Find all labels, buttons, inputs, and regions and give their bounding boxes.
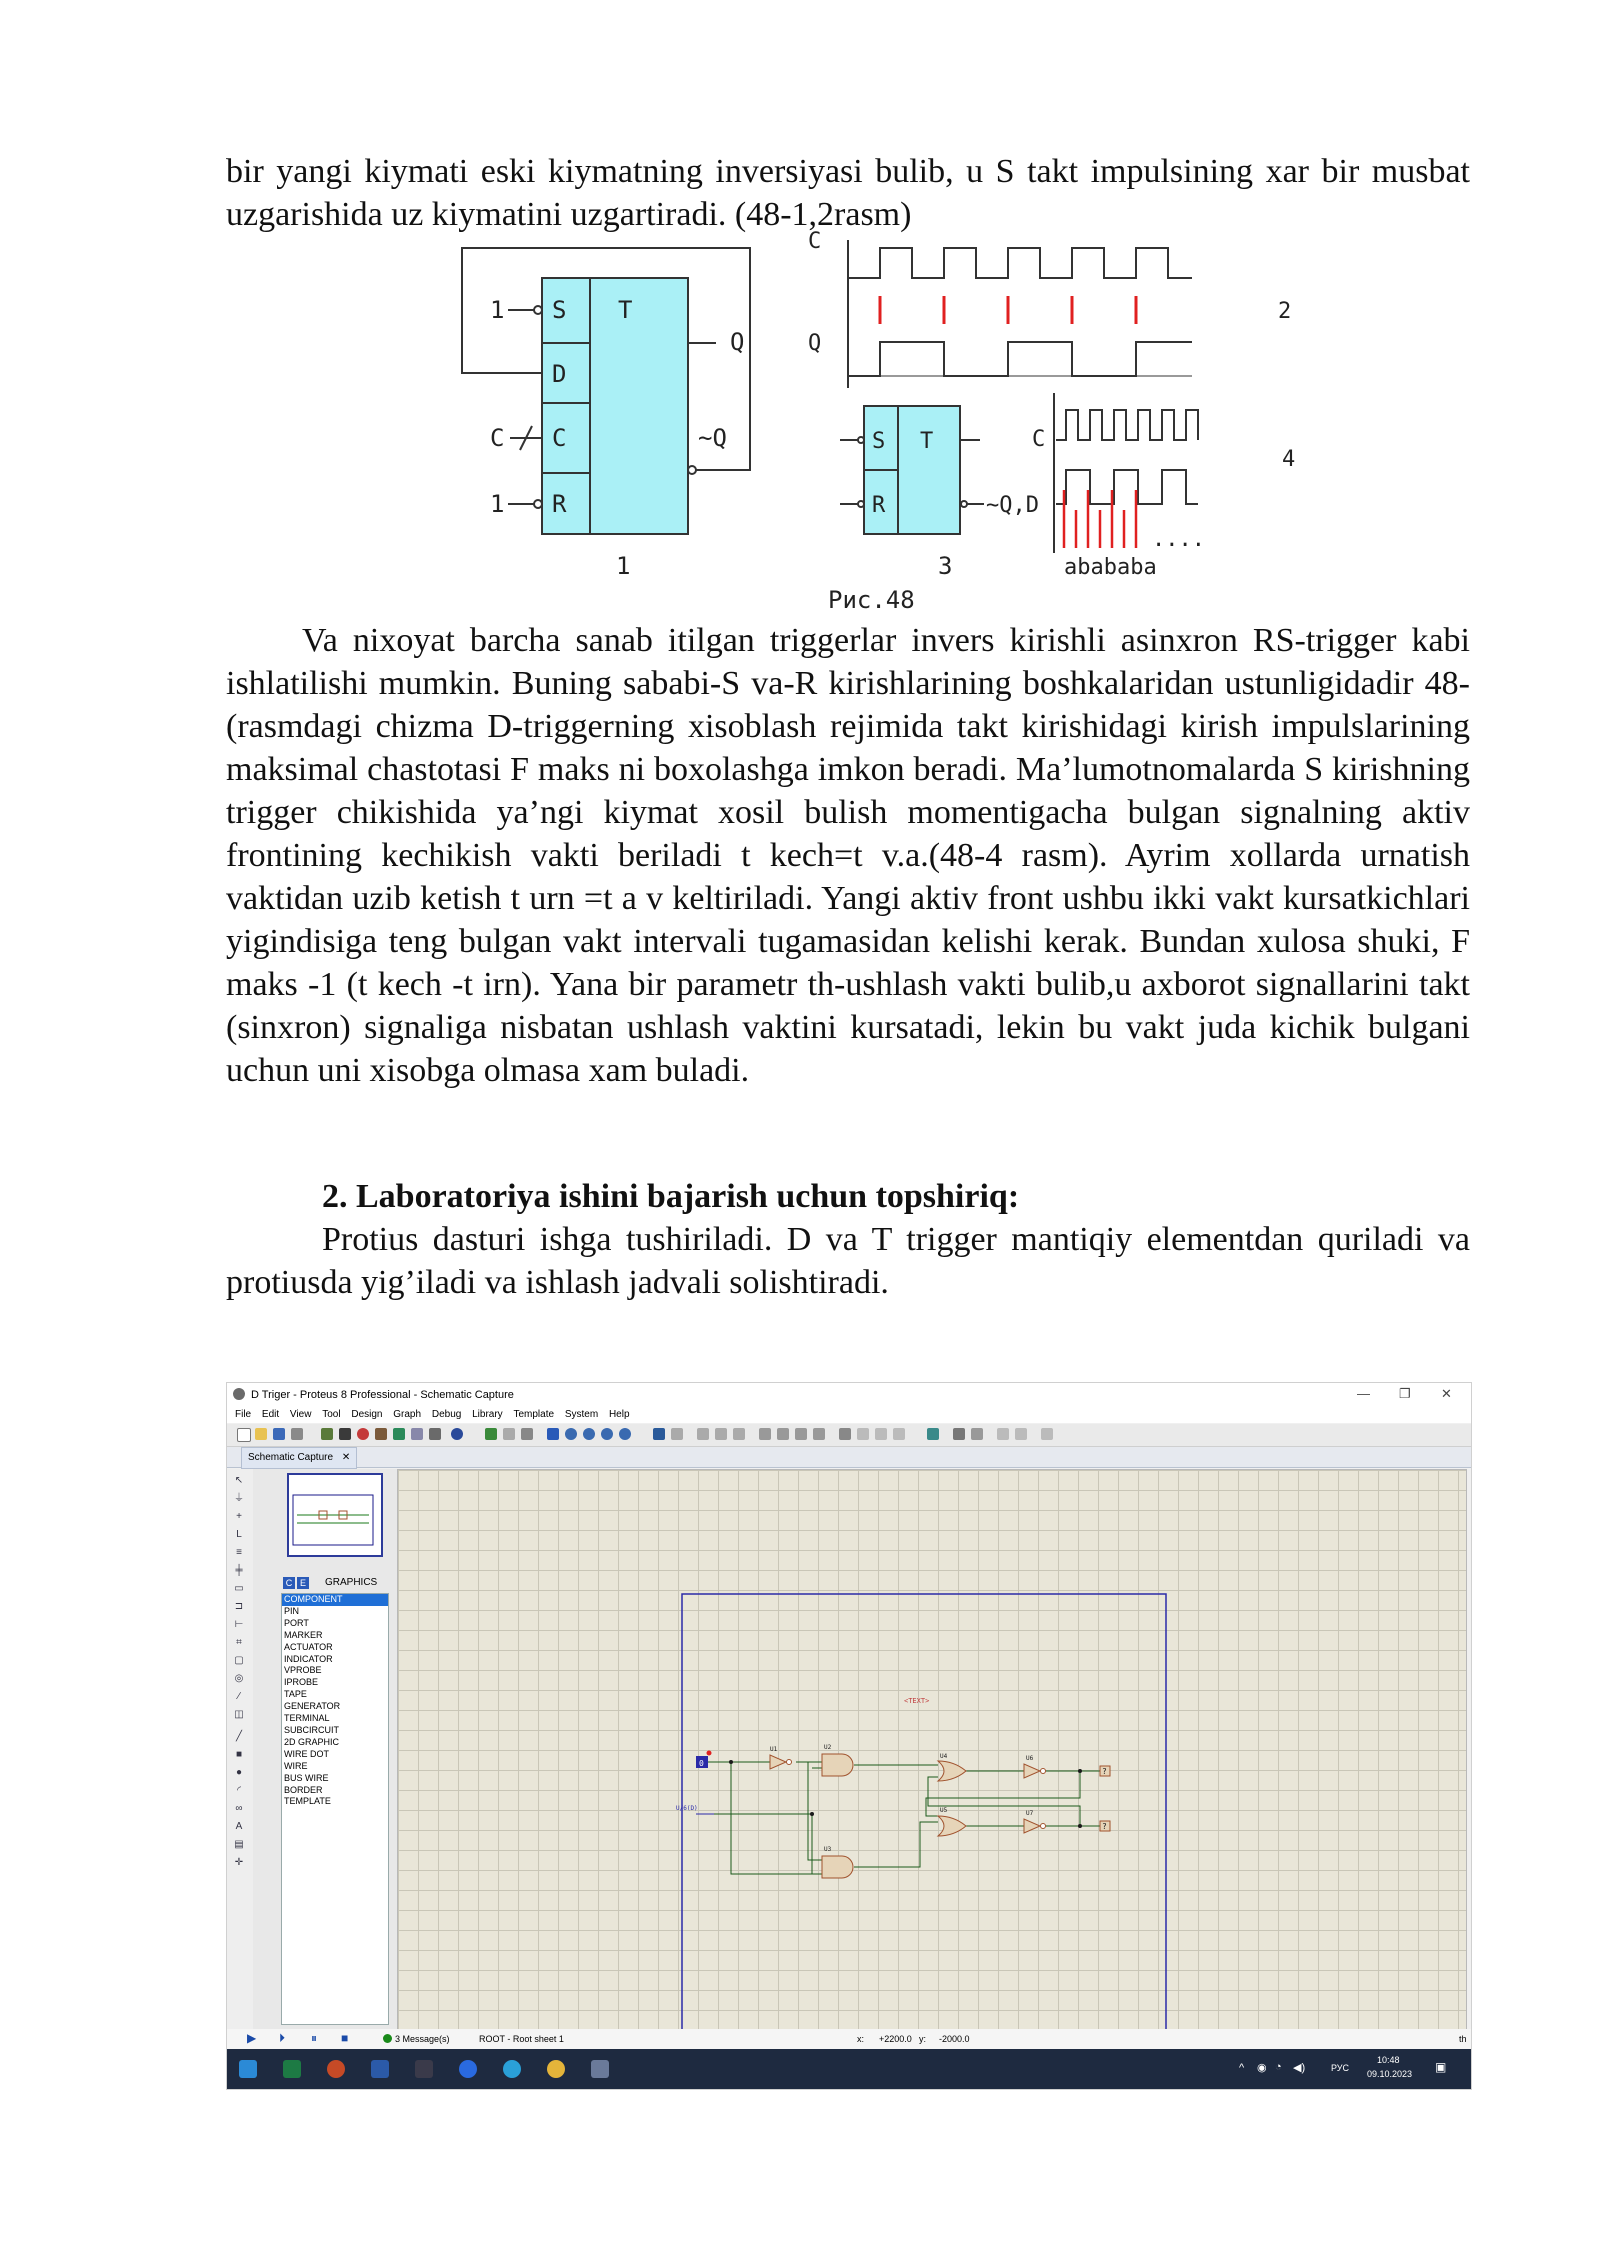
refresh-icon[interactable] <box>485 1428 497 1440</box>
app-icon <box>233 1388 245 1400</box>
marker-icon[interactable]: ✛ <box>234 1857 244 1868</box>
pcb-icon[interactable] <box>393 1428 405 1440</box>
path-icon[interactable]: ∞ <box>235 1803 243 1814</box>
instrument-icon[interactable]: ◫ <box>234 1709 244 1720</box>
terminal-icon[interactable]: ⊐ <box>234 1601 244 1612</box>
list-item[interactable]: 2D GRAPHIC <box>284 1736 340 1747</box>
diagram-1 <box>462 248 750 580</box>
pin-s-label: S <box>552 296 567 324</box>
menu-template[interactable]: Template <box>513 1409 555 1420</box>
list-item[interactable]: BORDER <box>284 1784 323 1795</box>
paragraph-main: Va nixoyat barcha sanab itilgan triggerlar invers kirishli asinxron RS-trigger kabi ishlatilishi mumkin. Buning sababi-S va-R kirishlarining boshkalaridan ustunligidadir 48-(rasmdagi chizma D-triggerning xisoblash rejimida takt kirishidagi kirish impulslarining maksimal chastotasi F maks ni boxolashga imkon beradi. Ma’lumotnomalarda S kirishning trigger chikishida ya’ngi kiymat xosil bulish momentigacha bulgan signalning aktiv frontining kechikish vakti beriladi t kech=t v.a.(48-4 rasm). Ayrim xollarda urnatish vaktidan uzib ketish t urn =t a v keltiriladi. Yangi aktiv front ushbu ikki vakt kursatkichlari yigindisiga teng bulgan vakt intervali tugamasidan kelishi kerak. Bundan xulosa shuki, F maks -1 (t kech -t irn). Yana bir parametr th-ushlash vakti bulib,u axborot signallarini takt (sinxron) signaliga nisbatan ushlash vaktini kursatadi, lekin bu vakt juda kichik bulgani uchun uni xisobga olmasa xam buladi. <box>226 622 1470 1089</box>
line-icon[interactable]: ╱ <box>235 1731 243 1742</box>
restore-icon[interactable]: ❐ <box>1399 1386 1411 1401</box>
step-icon[interactable]: ⏵ <box>279 2031 286 2045</box>
list-item[interactable]: ACTUATOR <box>284 1641 333 1652</box>
list-item[interactable]: WIRE DOT <box>284 1748 329 1759</box>
help-icon[interactable] <box>451 1428 463 1440</box>
logic-state-value: 0 <box>699 1759 704 1768</box>
search-tag-icon[interactable] <box>953 1428 965 1440</box>
copy-icon[interactable] <box>715 1428 727 1440</box>
panel-title: GRAPHICS <box>325 1577 378 1588</box>
messages-count[interactable]: 3 Message(s) <box>395 2034 450 2044</box>
figure-num-3: 3 <box>938 552 953 580</box>
tab-schematic-capture[interactable] <box>241 1447 357 1469</box>
label-u4: U4 <box>940 1753 948 1760</box>
make-device-icon[interactable] <box>857 1428 869 1440</box>
tray-volume-icon[interactable]: ◀) <box>1293 2062 1306 2074</box>
tray-network-icon[interactable]: ◉ <box>1257 2062 1267 2074</box>
list-item[interactable]: COMPONENT <box>282 1594 388 1606</box>
input-c-label: C <box>490 424 505 452</box>
figure-num-2: 2 <box>1278 299 1292 324</box>
units: th <box>1459 2034 1467 2044</box>
list-item[interactable]: GENERATOR <box>284 1701 341 1712</box>
coord-y-label: y: <box>919 2034 927 2044</box>
play-icon[interactable]: ▶ <box>247 2031 257 2045</box>
menu-library[interactable]: Library <box>472 1409 503 1420</box>
stop-icon[interactable]: ■ <box>341 2031 349 2045</box>
input-r-value: 1 <box>490 490 505 518</box>
subcircuit-icon[interactable]: ▭ <box>234 1583 244 1594</box>
label-u1: U1 <box>770 1746 778 1753</box>
list-item[interactable]: MARKER <box>284 1629 323 1640</box>
source-icon[interactable] <box>429 1428 441 1440</box>
status-bar <box>227 2029 1471 2049</box>
excel-icon[interactable] <box>283 2060 301 2078</box>
tray-language[interactable]: РУС <box>1331 2063 1350 2073</box>
list-item[interactable]: SUBCIRCUIT <box>284 1724 340 1735</box>
bom-icon[interactable] <box>411 1428 423 1440</box>
block-copy-icon[interactable] <box>759 1428 771 1440</box>
record-icon[interactable] <box>357 1428 369 1440</box>
list-item[interactable]: VPROBE <box>284 1665 322 1676</box>
menu-help[interactable]: Help <box>608 1409 630 1420</box>
list-item[interactable]: BUS WIRE <box>284 1772 329 1783</box>
bus-icon[interactable]: ╪ <box>235 1565 243 1576</box>
telegram-icon[interactable] <box>503 2060 521 2078</box>
list-item[interactable]: PIN <box>284 1605 300 1616</box>
rs-pin-s-label: S <box>872 429 886 454</box>
menu-design[interactable]: Design <box>351 1409 383 1420</box>
tray-chevron-icon[interactable]: ^ <box>1239 2062 1245 2074</box>
pause-icon[interactable]: ⏸ <box>311 2031 318 2045</box>
minimize-icon[interactable]: — <box>1357 1386 1370 1401</box>
label-u2: U2 <box>824 1744 832 1751</box>
figure-caption: Рис.48 <box>828 586 915 614</box>
tray-time[interactable]: 10:48 <box>1377 2055 1400 2065</box>
junction-dot-icon[interactable]: + <box>236 1511 242 1522</box>
decompose-icon[interactable] <box>893 1428 905 1440</box>
wave4-c-label: C <box>1032 427 1046 452</box>
output-q-label: Q <box>730 328 745 356</box>
pan-icon[interactable] <box>547 1428 559 1440</box>
gate-u2 <box>822 1754 853 1776</box>
pin-c-label: C <box>552 424 567 452</box>
pick-device-icon[interactable] <box>839 1428 851 1440</box>
circle-icon[interactable]: ● <box>235 1767 243 1778</box>
tray-date[interactable]: 09.10.2023 <box>1367 2069 1413 2079</box>
menu-system[interactable]: System <box>564 1409 599 1420</box>
start-icon[interactable] <box>239 2060 257 2078</box>
gate-u4 <box>938 1761 966 1781</box>
remove-sheet-icon[interactable] <box>1015 1428 1027 1440</box>
menu-view[interactable]: View <box>289 1409 312 1420</box>
trigger-t-label: T <box>618 296 633 324</box>
probe-nq-value: ? <box>1102 1822 1107 1831</box>
window-title: D Triger - Proteus 8 Professional - Schematic Capture <box>251 1389 514 1401</box>
sheet-border <box>682 1594 1166 2030</box>
label-u7: U7 <box>1026 1810 1034 1817</box>
text-note: <TEXT> <box>904 1697 930 1705</box>
grid-icon[interactable] <box>503 1428 515 1440</box>
block-rotate-icon[interactable] <box>795 1428 807 1440</box>
gate-u6 <box>1024 1764 1046 1778</box>
cut-icon[interactable] <box>697 1428 709 1440</box>
rs-trigger-block-right <box>898 406 960 534</box>
menu-file[interactable]: File <box>235 1409 252 1420</box>
section-heading: 2. Laboratoriya ishini bajarish uchun topshiriq: <box>322 1178 1020 1215</box>
menu-bar <box>227 1407 1471 1423</box>
side-panel <box>253 1469 415 2029</box>
overview-window[interactable] <box>287 1473 383 1557</box>
component-mode-button[interactable]: C <box>283 1577 295 1589</box>
zoom-out-icon[interactable] <box>583 1428 595 1440</box>
figure-num-1: 1 <box>616 552 631 580</box>
probe-icon[interactable]: ∕ <box>238 1691 240 1702</box>
wire-autorouter-icon[interactable] <box>927 1428 939 1440</box>
menu-graph[interactable]: Graph <box>393 1409 422 1420</box>
pin-icon[interactable]: ⊢ <box>234 1619 244 1630</box>
coord-x: +2200.0 <box>879 2034 912 2044</box>
symbol-icon[interactable]: ▤ <box>234 1839 244 1850</box>
wire-label-icon[interactable]: L <box>236 1529 242 1540</box>
label-u6: U6 <box>1026 1755 1034 1762</box>
open-file-icon[interactable] <box>255 1428 267 1440</box>
clock-label: U/6(D) <box>676 1805 698 1812</box>
tab-label: Schematic Capture <box>248 1452 334 1463</box>
tray-wifi-icon[interactable]: ◔ <box>1275 2061 1282 2073</box>
edit-mode-button[interactable]: E <box>297 1577 309 1589</box>
block-move-icon[interactable] <box>777 1428 789 1440</box>
list-item[interactable]: INDICATOR <box>284 1653 333 1664</box>
notification-icon[interactable]: ▣ <box>1435 2060 1447 2074</box>
d-trigger-block-right <box>590 278 688 534</box>
list-item[interactable]: TERMINAL <box>284 1713 330 1724</box>
dots: .... <box>1152 527 1205 552</box>
pin-d-label: D <box>552 360 567 388</box>
rs-trigger-t-label: T <box>920 429 934 454</box>
tab-close-icon[interactable]: ✕ <box>341 1452 351 1463</box>
diagram-2-waveforms <box>808 229 1291 388</box>
word-icon[interactable] <box>371 2060 389 2078</box>
zoom-area-icon[interactable] <box>619 1428 631 1440</box>
menu-debug[interactable]: Debug <box>431 1409 462 1420</box>
paragraph-task: Protius dasturi ishga tushiriladi. D va T trigger mantiqiy elementdan quriladi va protiusda yig’iladi va ishlash jadvali solishtiradi. <box>226 1221 1470 1301</box>
window-titlebar <box>227 1383 1471 1407</box>
undo-icon[interactable] <box>653 1428 665 1440</box>
label-u5: U5 <box>940 1807 948 1814</box>
schematic-icon[interactable] <box>339 1428 351 1440</box>
input-s-value: 1 <box>490 296 505 324</box>
chrome-icon[interactable] <box>547 2060 565 2078</box>
selection-mode-icon[interactable]: ↖ <box>234 1475 244 1486</box>
ababa-label: abababa <box>1064 555 1157 580</box>
label-u3: U3 <box>824 1846 832 1853</box>
library-icon[interactable] <box>375 1428 387 1440</box>
windows-taskbar <box>227 2049 1471 2089</box>
list-item[interactable]: TAPE <box>284 1689 307 1700</box>
list-item[interactable]: IPROBE <box>284 1677 319 1688</box>
arc-icon[interactable]: ◜ <box>237 1785 241 1796</box>
origin-icon[interactable] <box>521 1428 533 1440</box>
gate-u7 <box>1024 1819 1046 1833</box>
powerpoint-icon[interactable] <box>327 2060 345 2078</box>
graphics-mode-list <box>281 1593 389 2025</box>
main-toolbar <box>227 1424 1471 1447</box>
coord-y: -2000.0 <box>939 2034 970 2044</box>
gate-u5 <box>938 1816 966 1836</box>
menu-edit[interactable]: Edit <box>261 1409 280 1420</box>
diagram-3 <box>840 406 1039 580</box>
tab-bar <box>227 1447 1471 1468</box>
figure-num-4: 4 <box>1282 447 1296 472</box>
list-item[interactable]: PORT <box>284 1617 309 1628</box>
coord-x-label: x: <box>857 2034 865 2044</box>
zoom-app-icon[interactable] <box>459 2060 477 2078</box>
new-file-icon[interactable] <box>237 1428 251 1442</box>
graph-icon[interactable]: ⌗ <box>236 1637 242 1648</box>
text-script-icon[interactable]: ≡ <box>236 1547 242 1558</box>
netlist-icon[interactable] <box>1041 1428 1053 1440</box>
messages-icon <box>383 2034 392 2043</box>
gate-u1 <box>770 1755 792 1769</box>
box-icon[interactable]: ■ <box>235 1749 243 1760</box>
paragraph-intro: bir yangi kiymati eski kiymatning inversiyasi bulib, u S takt impulsining xar bir musbat uzgarishida uz kiymatini uzgartiradi. (48-1,2rasm) <box>226 153 1470 233</box>
zoom-in-icon[interactable] <box>565 1428 577 1440</box>
output-nqd-label: ~Q,D <box>986 493 1039 518</box>
tape-icon[interactable]: ▢ <box>234 1655 244 1666</box>
rs-pin-r-label: R <box>872 493 886 518</box>
gate-u3 <box>822 1856 853 1878</box>
redo-icon[interactable] <box>671 1428 683 1440</box>
output-nq-label: ~Q <box>698 424 727 452</box>
home-icon[interactable] <box>321 1428 333 1440</box>
figure-48 <box>440 228 1296 618</box>
package-tool-icon[interactable] <box>875 1428 887 1440</box>
proteus-screenshot <box>226 1382 1472 2090</box>
sheet-name: ROOT - Root sheet 1 <box>479 2034 564 2044</box>
paste-icon[interactable] <box>733 1428 745 1440</box>
generator-icon[interactable]: ◎ <box>234 1673 244 1684</box>
menu-tool[interactable]: Tool <box>322 1409 341 1420</box>
proteus-icon[interactable] <box>591 2060 609 2078</box>
list-item[interactable]: TEMPLATE <box>284 1796 331 1807</box>
zoom-all-icon[interactable] <box>601 1428 613 1440</box>
wave-q-label: Q <box>808 331 822 356</box>
wave-c-label: C <box>808 229 822 254</box>
pin-r-label: R <box>552 490 567 518</box>
calculator-icon[interactable] <box>415 2060 433 2078</box>
list-item[interactable]: WIRE <box>284 1760 308 1771</box>
component-mode-icon[interactable]: ⏚ <box>234 1493 244 1504</box>
block-delete-icon[interactable] <box>813 1428 825 1440</box>
probe-q-value: ? <box>1102 1767 1107 1776</box>
new-sheet-icon[interactable] <box>997 1428 1009 1440</box>
property-tool-icon[interactable] <box>971 1428 983 1440</box>
text-icon[interactable]: A <box>235 1821 243 1832</box>
import-icon[interactable] <box>291 1428 303 1440</box>
diagram-4-timing <box>1032 393 1295 580</box>
mode-toolbar <box>227 1469 253 2029</box>
save-icon[interactable] <box>273 1428 285 1440</box>
schematic-canvas[interactable] <box>397 1469 1467 2031</box>
close-icon[interactable]: ✕ <box>1441 1386 1452 1401</box>
